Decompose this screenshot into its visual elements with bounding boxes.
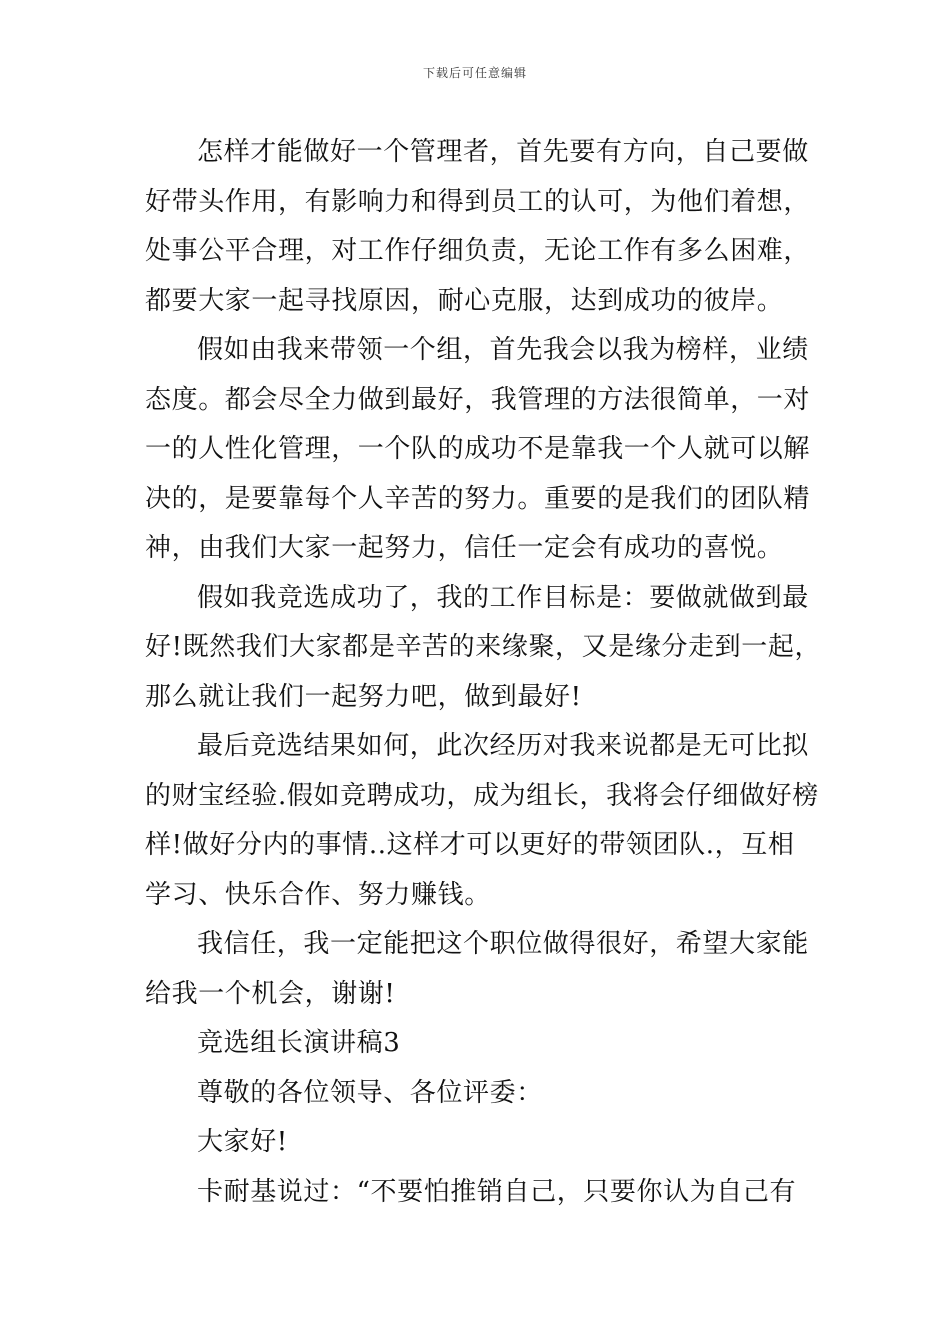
text-line: 怎样才能做好一个管理者，首先要有方向，自己要做	[197, 137, 809, 167]
text-line: 决的，是要靠每个人辛苦的努力。重要的是我们的团队精	[145, 483, 811, 514]
section-title: 竞选组长演讲稿3	[197, 1028, 401, 1058]
text-line: 假如由我来带领一个组，首先我会以我为榜样，业绩	[197, 335, 809, 365]
text-line: 那么就让我们一起努力吧，做到最好!	[145, 681, 582, 712]
text-line: 处事公平合理，对工作仔细负责，无论工作有多么困难，	[145, 236, 811, 266]
text-line: 样!做好分内的事情..这样才可以更好的带领团队.，互相	[145, 830, 795, 860]
text-line: 一的人性化管理，一个队的成功不是靠我一个人就可以解	[145, 434, 811, 464]
text-line: 好带头作用，有影响力和得到员工的认可，为他们着想，	[145, 186, 811, 217]
greeting: 大家好!	[197, 1127, 288, 1157]
text-line: 学习、快乐合作、努力赚钱。	[145, 879, 491, 910]
page-header-note: 下载后可任意编辑	[422, 66, 527, 80]
text-line: 神，由我们大家一起努力，信任一定会有成功的喜悦。	[145, 533, 784, 563]
text-line: 最后竞选结果如何，此次经历对我来说都是无可比拟	[197, 731, 809, 761]
text-line: 的财宝经验.假如竞聘成功，成为组长，我将会仔细做好榜	[145, 780, 819, 811]
document-body	[145, 128, 822, 1217]
text-line: 给我一个机会，谢谢!	[145, 978, 396, 1009]
text-line: 态度。都会尽全力做到最好，我管理的方法很简单，一对	[145, 384, 811, 415]
text-line: 好!既然我们大家都是辛苦的来缘聚，又是缘分走到一起，	[145, 632, 822, 662]
text-line: 卡耐基说过：“不要怕推销自己，只要你认为自己有	[197, 1176, 797, 1207]
text-line: 假如我竞选成功了，我的工作目标是：要做就做到最	[197, 582, 809, 613]
text-line: 我信任，我一定能把这个职位做得很好，希望大家能	[197, 929, 809, 959]
text-line: 都要大家一起寻找原因，耐心克服，达到成功的彼岸。	[145, 285, 784, 316]
salutation: 尊敬的各位领导、各位评委：	[197, 1077, 543, 1108]
